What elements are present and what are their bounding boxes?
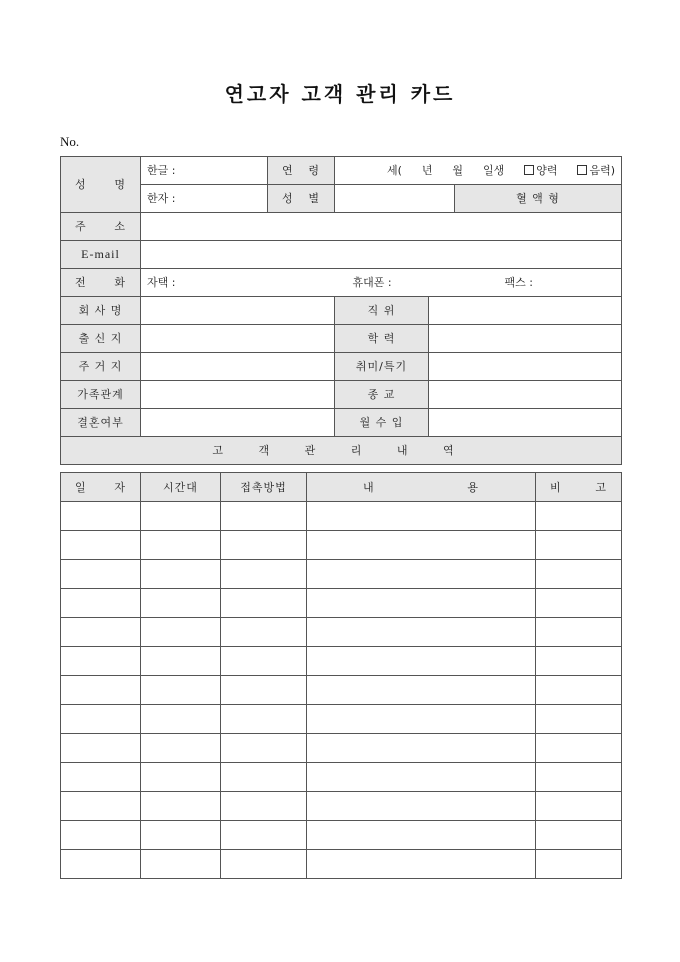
log-cell-note[interactable]	[536, 734, 622, 763]
log-header-note	[536, 473, 622, 502]
log-header-note-char-2: 고	[595, 481, 607, 494]
log-cell-method[interactable]	[221, 792, 307, 821]
education-label: 학 력	[335, 325, 429, 353]
log-header-row	[61, 473, 622, 502]
family-label: 가족관계	[61, 381, 141, 409]
position-field[interactable]	[429, 297, 622, 325]
age-label-char-1: 연	[282, 164, 294, 177]
log-cell-content[interactable]	[307, 531, 536, 560]
hobby-field[interactable]	[429, 353, 622, 381]
section-title-text: 고 객 관 리 내 역	[212, 444, 470, 457]
table-row	[61, 792, 622, 821]
log-cell-note[interactable]	[536, 792, 622, 821]
company-label: 회 사 명	[61, 297, 141, 325]
log-cell-note[interactable]	[536, 763, 622, 792]
log-cell-date[interactable]	[61, 705, 141, 734]
lunar-label: 음력)	[589, 164, 615, 177]
log-cell-date[interactable]	[61, 850, 141, 879]
doc-number-label: No.	[60, 134, 80, 149]
address-label-char-2: 소	[114, 220, 126, 233]
log-cell-method[interactable]	[221, 502, 307, 531]
name-label-char-1: 성	[75, 178, 87, 191]
log-cell-method[interactable]	[221, 821, 307, 850]
table-row	[61, 589, 622, 618]
log-cell-date[interactable]	[61, 821, 141, 850]
solar-checkbox[interactable]	[524, 165, 534, 175]
log-cell-time[interactable]	[141, 850, 221, 879]
gender-label-char-2: 별	[308, 192, 320, 205]
log-cell-content[interactable]	[307, 734, 536, 763]
birth-year-unit: 년	[421, 164, 433, 177]
solar-label: 양력	[536, 164, 558, 177]
name-hangul-label: 한글 :	[147, 164, 176, 177]
log-cell-date[interactable]	[61, 531, 141, 560]
log-cell-time[interactable]	[141, 589, 221, 618]
management-log-table	[60, 472, 622, 879]
hobby-label: 취미/특기	[335, 353, 429, 381]
monthly-income-label: 월 수 입	[335, 409, 429, 437]
log-cell-method[interactable]	[221, 676, 307, 705]
customer-info-table	[60, 156, 622, 465]
phone-fax-label: 팩스 :	[504, 276, 533, 289]
log-cell-content[interactable]	[307, 589, 536, 618]
log-cell-time[interactable]	[141, 647, 221, 676]
table-row	[61, 763, 622, 792]
log-cell-content[interactable]	[307, 502, 536, 531]
log-cell-date[interactable]	[61, 734, 141, 763]
monthly-income-field[interactable]	[429, 409, 622, 437]
email-label: E-mail	[61, 241, 141, 269]
table-row	[61, 647, 622, 676]
log-cell-content[interactable]	[307, 560, 536, 589]
marital-status-label: 결혼여부	[61, 409, 141, 437]
solar-option[interactable]	[524, 164, 557, 177]
log-header-content-char-2: 용	[467, 481, 479, 494]
log-header-content	[307, 473, 536, 502]
marital-status-field[interactable]	[141, 409, 335, 437]
log-cell-method[interactable]	[221, 618, 307, 647]
lunar-checkbox[interactable]	[577, 165, 587, 175]
log-cell-note[interactable]	[536, 647, 622, 676]
birth-day-unit: 일생	[483, 164, 505, 177]
log-cell-note[interactable]	[536, 676, 622, 705]
log-cell-date[interactable]	[61, 676, 141, 705]
log-cell-content[interactable]	[307, 821, 536, 850]
age-unit: 세(	[386, 164, 402, 177]
log-header-method: 접촉방법	[221, 473, 307, 502]
table-row	[61, 502, 622, 531]
log-header-note-char-1: 비	[550, 481, 562, 494]
log-cell-content[interactable]	[307, 792, 536, 821]
log-cell-method[interactable]	[221, 560, 307, 589]
name-hangul-field[interactable]	[141, 157, 268, 185]
residence-field[interactable]	[141, 353, 335, 381]
residence-label: 주 거 지	[61, 353, 141, 381]
religion-field[interactable]	[429, 381, 622, 409]
name-hanja-field[interactable]	[141, 185, 268, 213]
log-cell-time[interactable]	[141, 676, 221, 705]
hometown-field[interactable]	[141, 325, 335, 353]
family-field[interactable]	[141, 381, 335, 409]
name-label-char-2: 명	[114, 178, 126, 191]
phone-label-cell	[61, 269, 141, 297]
phone-label-char-2: 화	[114, 276, 126, 289]
log-cell-content[interactable]	[307, 647, 536, 676]
gender-label-cell	[268, 185, 335, 213]
gender-field[interactable]	[335, 185, 455, 213]
log-cell-method[interactable]	[221, 763, 307, 792]
log-cell-note[interactable]	[536, 705, 622, 734]
log-cell-content[interactable]	[307, 850, 536, 879]
section-title	[61, 437, 622, 465]
log-cell-date[interactable]	[61, 763, 141, 792]
log-cell-note[interactable]	[536, 502, 622, 531]
name-label-cell	[61, 157, 141, 213]
blood-type-label: 혈 액 형	[455, 185, 622, 213]
log-cell-content[interactable]	[307, 705, 536, 734]
log-cell-method[interactable]	[221, 850, 307, 879]
log-cell-date[interactable]	[61, 618, 141, 647]
lunar-option[interactable]	[577, 164, 615, 177]
hometown-label: 출 신 지	[61, 325, 141, 353]
position-label: 직 위	[335, 297, 429, 325]
table-row	[61, 705, 622, 734]
email-field[interactable]	[141, 241, 622, 269]
log-cell-time[interactable]	[141, 705, 221, 734]
log-cell-time[interactable]	[141, 560, 221, 589]
table-row	[61, 676, 622, 705]
log-cell-date[interactable]	[61, 560, 141, 589]
log-cell-content[interactable]	[307, 763, 536, 792]
log-cell-method[interactable]	[221, 531, 307, 560]
log-cell-time[interactable]	[141, 734, 221, 763]
table-row	[61, 734, 622, 763]
age-label-char-2: 령	[308, 164, 320, 177]
religion-label: 종 교	[335, 381, 429, 409]
education-field[interactable]	[429, 325, 622, 353]
gender-label-char-1: 성	[282, 192, 294, 205]
log-cell-method[interactable]	[221, 734, 307, 763]
birth-month-unit: 월	[452, 164, 464, 177]
table-row	[61, 618, 622, 647]
log-cell-time[interactable]	[141, 763, 221, 792]
log-header-date	[61, 473, 141, 502]
log-cell-date[interactable]	[61, 589, 141, 618]
log-cell-date[interactable]	[61, 792, 141, 821]
log-cell-time[interactable]	[141, 792, 221, 821]
log-cell-time[interactable]	[141, 502, 221, 531]
address-field[interactable]	[141, 213, 622, 241]
log-cell-content[interactable]	[307, 676, 536, 705]
log-cell-note[interactable]	[536, 560, 622, 589]
log-cell-date[interactable]	[61, 502, 141, 531]
log-cell-note[interactable]	[536, 618, 622, 647]
address-label-char-1: 주	[75, 220, 87, 233]
log-cell-time[interactable]	[141, 821, 221, 850]
phone-label-char-1: 전	[75, 276, 87, 289]
log-header-time: 시간대	[141, 473, 221, 502]
log-header-date-char-2: 자	[114, 481, 126, 494]
phone-field[interactable]	[141, 269, 622, 297]
log-cell-content[interactable]	[307, 618, 536, 647]
log-cell-date[interactable]	[61, 647, 141, 676]
age-label-cell	[268, 157, 335, 185]
log-cell-time[interactable]	[141, 531, 221, 560]
address-label-cell	[61, 213, 141, 241]
table-row	[61, 850, 622, 879]
log-cell-note[interactable]	[536, 589, 622, 618]
log-cell-note[interactable]	[536, 531, 622, 560]
age-field[interactable]	[335, 157, 622, 185]
log-header-date-char-1: 일	[75, 481, 87, 494]
name-hanja-label: 한자 :	[147, 192, 176, 205]
page-title: 연고자 고객 관리 카드	[224, 82, 456, 106]
table-row	[61, 821, 622, 850]
table-row	[61, 531, 622, 560]
log-cell-method[interactable]	[221, 589, 307, 618]
log-cell-method[interactable]	[221, 647, 307, 676]
phone-mobile-label: 휴대폰 :	[352, 276, 392, 289]
company-field[interactable]	[141, 297, 335, 325]
log-cell-note[interactable]	[536, 850, 622, 879]
log-cell-method[interactable]	[221, 705, 307, 734]
phone-home-label: 자택 :	[147, 276, 176, 289]
log-cell-time[interactable]	[141, 618, 221, 647]
log-header-content-char-1: 내	[363, 481, 375, 494]
log-cell-note[interactable]	[536, 821, 622, 850]
table-row	[61, 560, 622, 589]
